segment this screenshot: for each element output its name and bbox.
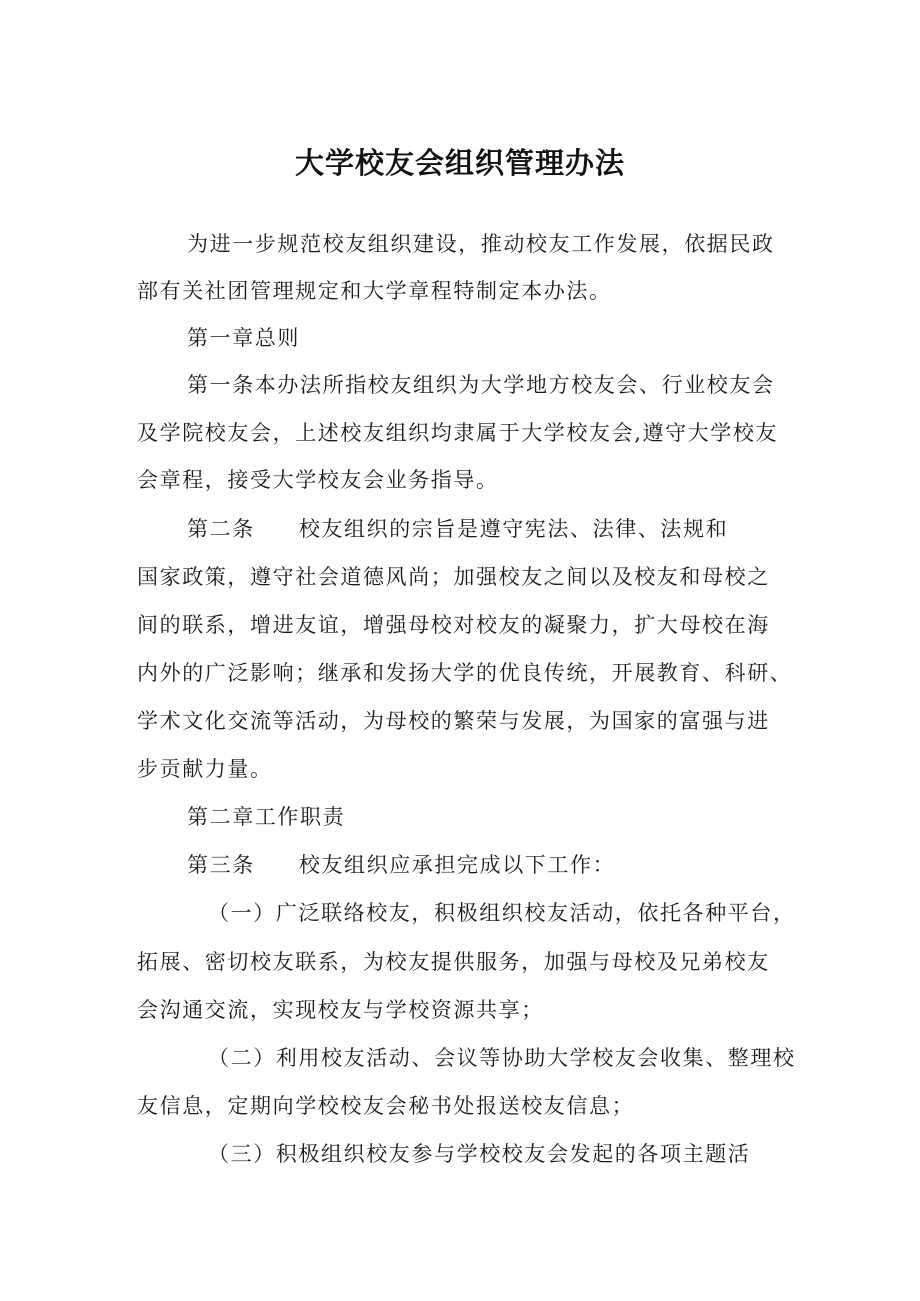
article-2-label: 第二条 [187, 517, 255, 541]
item-2-line-2: 友信息，定期向学校校友会秘书处报送校友信息； [137, 1094, 635, 1118]
chapter-1-heading: 第一章总则 [187, 326, 300, 350]
article-2-line-1 [187, 514, 728, 544]
item-1-line-1: （一）广泛联络校友，积极组织校友活动，依托各种平台， [208, 901, 796, 925]
article-1-line-1: 第一条本办法所指校友组织为大学地方校友会、行业校友会 [187, 373, 775, 397]
preamble-line-2: 部有关社团管理规定和大学章程特制定本办法。 [137, 279, 612, 303]
item-3-line-1: （三）积极组织校友参与学校校友会发起的各项主题活 [208, 1142, 751, 1166]
article-1-line-2: 及学院校友会，上述校友组织均隶属于大学校友会,遵守大学校友 [137, 421, 779, 445]
article-3-text: 校友组织应承担完成以下工作： [298, 853, 616, 877]
article-2-line-4: 内外的广泛影响；继承和发扬大学的优良传统，开展教育、科研、 [137, 661, 793, 685]
article-3-label: 第三条 [187, 853, 255, 877]
article-2-line-5: 学术文化交流等活动，为母校的繁荣与发展，为国家的富强与进 [137, 709, 770, 733]
article-2-line-3: 间的联系，增进友谊，增强母校对校友的凝聚力，扩大母校在海 [137, 613, 770, 637]
article-2-text: 校友组织的宗旨是遵守宪法、法律、法规和 [298, 517, 729, 541]
item-2-line-1: （二）利用校友活动、会议等协助大学校友会收集、整理校 [208, 1046, 796, 1070]
article-2-line-2: 国家政策，遵守社会道德风尚；加强校友之间以及校友和母校之 [137, 565, 770, 589]
article-3-line-1 [187, 850, 615, 880]
document-title: 大学校友会组织管理办法 [294, 146, 625, 180]
article-2-line-6: 步贡献力量。 [137, 757, 273, 781]
item-1-line-3: 会沟通交流，实现校友与学校资源共享； [137, 998, 544, 1022]
item-1-line-2: 拓展、密切校友联系，为校友提供服务，加强与母校及兄弟校友 [137, 950, 770, 974]
preamble-line-1: 为进一步规范校友组织建设，推动校友工作发展，依据民政 [187, 232, 775, 256]
article-1-line-3: 会章程，接受大学校友会业务指导。 [137, 468, 499, 492]
chapter-2-heading: 第二章工作职责 [187, 805, 346, 829]
